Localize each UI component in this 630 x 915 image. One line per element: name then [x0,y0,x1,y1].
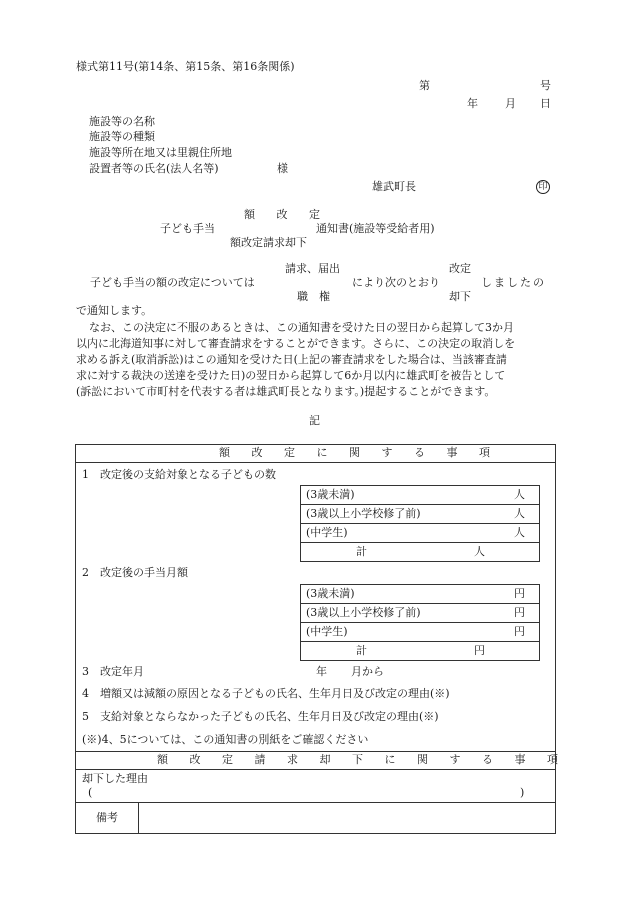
ki-mark: 記 [309,414,320,427]
title-bottom: 額改定請求却下 [230,236,307,249]
facility-address-label: 施設等所在地又は里親住所地 [89,146,232,159]
appeal-line-1: なお、この決定に不服のあるときは、この通知書を受けた日の翌日から起算して3か月 [89,321,514,334]
remarks-field[interactable] [139,803,555,833]
divider [300,603,540,604]
section1-header: 額 改 定 に 関 す る 事 項 [219,446,499,459]
rejection-reason-label: 却下した理由 [82,772,148,785]
children-row-unit: 人 [514,507,525,520]
divider [75,751,556,752]
title-left: 子ども手当 [160,222,215,235]
date-month: 月 [505,97,516,110]
paren-open: ( [88,786,93,799]
amount-row-label: (中学生) [306,625,348,638]
amount-row-unit: 円 [514,587,525,600]
body-line1-c: しましたの [481,276,546,289]
paren-close: ) [520,786,525,799]
item3-label: 3 改定年月 [82,665,144,678]
number-prefix: 第 [419,79,430,92]
amount-row-unit: 円 [514,606,525,619]
seal-mark: 印 [536,180,550,194]
divider [300,622,540,623]
number-suffix: 号 [540,79,551,92]
item3-year: 年 [316,665,327,678]
item5-label: 5 支給対象とならなかった子どもの氏名、生年月日及び改定の理由(※) [82,710,439,723]
choice2-top: 改定 [449,262,471,275]
title-right: 通知書(施設等受給者用) [316,222,435,235]
item1-label: 1 改定後の支給対象となる子どもの数 [82,468,276,481]
divider [75,462,556,463]
appeal-line-3: 求める訴え(取消訴訟)はこの通知を受けた日(上記の審査請求をした場合は、当該審査請 [76,353,507,366]
section2-header: 額 改 定 請 求 却 下 に 関 す る 事 項 [157,753,567,766]
title-top: 額 改 定 [244,208,329,221]
item4-label: 4 増額又は減額の原因となる子どもの氏名、生年月日及び改定の理由(※) [82,687,450,700]
choice2-bottom: 却下 [449,290,471,303]
children-row-unit: 人 [514,488,525,501]
issuer-title: 雄武町長 [372,180,416,193]
divider [300,523,540,524]
divider [300,641,540,642]
facility-type-label: 施設等の種類 [89,130,155,143]
form-label: 様式第11号(第14条、第15条、第16条関係) [76,60,295,73]
item2-label: 2 改定後の手当月額 [82,566,188,579]
children-total-label: 計 [356,545,367,558]
date-day: 日 [540,97,551,110]
remarks-label: 備考 [96,811,118,824]
facility-name-label: 施設等の名称 [89,115,155,128]
children-row-unit: 人 [514,526,525,539]
appeal-line-4: 求に対する裁決の送達を受けた日)の翌日から起算して6か月以内に雄武町を被告として [76,369,506,382]
body-line1-a: 子ども手当の額の改定については [90,276,255,289]
amount-row-label: (3歳未満) [306,587,355,600]
appeal-line-2: 以内に北海道知事に対して審査請求をすることができます。さらに、この決定の取消しを [76,337,516,350]
appeal-line-5: (訴訟において市町村を代表する者は雄武町長となります。)提起することができます。 [76,385,496,398]
divider [300,504,540,505]
divider [75,769,556,770]
children-row-label: (3歳未満) [306,488,355,501]
amount-row-label: (3歳以上小学校修了前) [306,606,421,619]
amount-total-label: 計 [356,644,367,657]
choice1-top: 請求、届出 [285,262,340,275]
body-line2: で通知します。 [76,304,153,317]
item3-month: 月から [351,665,384,678]
amount-total-unit: 円 [474,644,485,657]
date-year: 年 [467,97,478,110]
children-total-unit: 人 [474,545,485,558]
honorific: 様 [277,162,288,175]
body-line1-b: により次のとおり [352,276,440,289]
children-row-label: (中学生) [306,526,348,539]
founder-name-label: 設置者等の氏名(法人名等) [89,162,219,175]
children-row-label: (3歳以上小学校修了前) [306,507,421,520]
attachment-note: (※)4、5については、この通知書の別紙をご確認ください [82,733,369,746]
amount-row-unit: 円 [514,625,525,638]
divider [300,542,540,543]
choice1-bottom: 職 権 [297,290,330,303]
